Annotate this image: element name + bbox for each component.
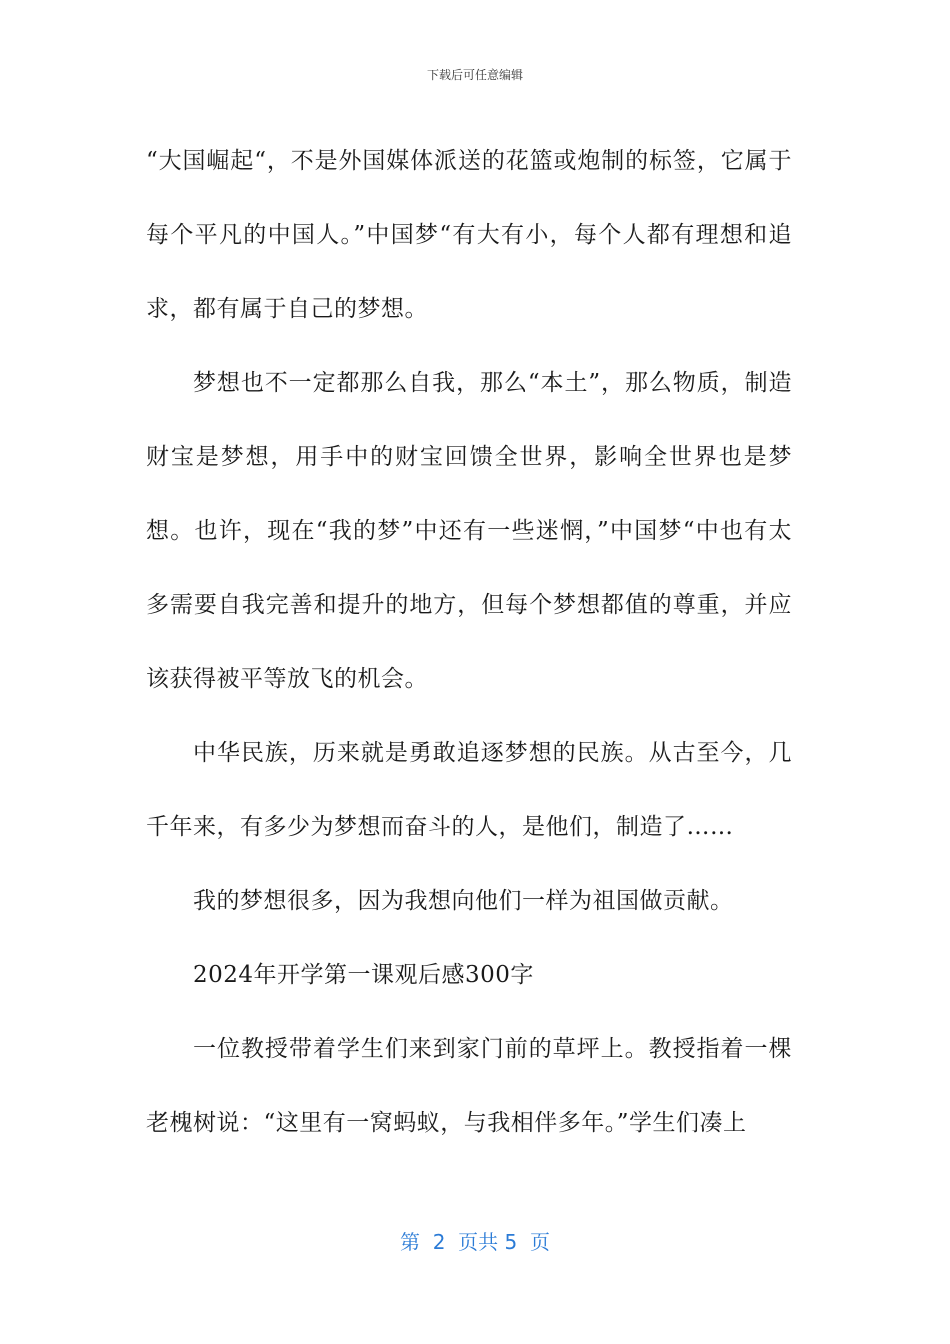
paragraph-4: 我的梦想很多，因为我想向他们一样为祖国做贡献。 xyxy=(193,888,734,914)
document-body xyxy=(146,124,792,1160)
page-header-note: 下载后可任意编辑 xyxy=(426,68,523,82)
paragraph-3: 中华民族，历来就是勇敢追逐梦想的民族。从古至今，几千年来，有多少为梦想而奋斗的人，是他们，制造了…… xyxy=(146,740,792,840)
paragraph-5: 一位教授带着学生们来到家门前的草坪上。教授指着一棵老槐树说：“这里有一窝蚂蚁，与我相伴多年。”学生们凑上 xyxy=(146,1036,792,1136)
page-number-footer: 第 2 页共 5 页 xyxy=(400,1230,550,1254)
section-heading: 2024年开学第一课观后感300字 xyxy=(193,962,534,988)
paragraph-1: “大国崛起“，不是外国媒体派送的花篮或炮制的标签，它属于每个平凡的中国人。”中国梦“有大有小，每个人都有理想和追求，都有属于自己的梦想。 xyxy=(146,148,792,322)
paragraph-2: 梦想也不一定都那么自我，那么“本土”，那么物质，制造财宝是梦想，用手中的财宝回馈全世界，影响全世界也是梦想。也许，现在“我的梦”中还有一些迷惘，”中国梦“中也有太多需要自我完善和提升的地方，但每个梦想都值的尊重，并应该获得被平等放飞的机会。 xyxy=(146,370,792,692)
